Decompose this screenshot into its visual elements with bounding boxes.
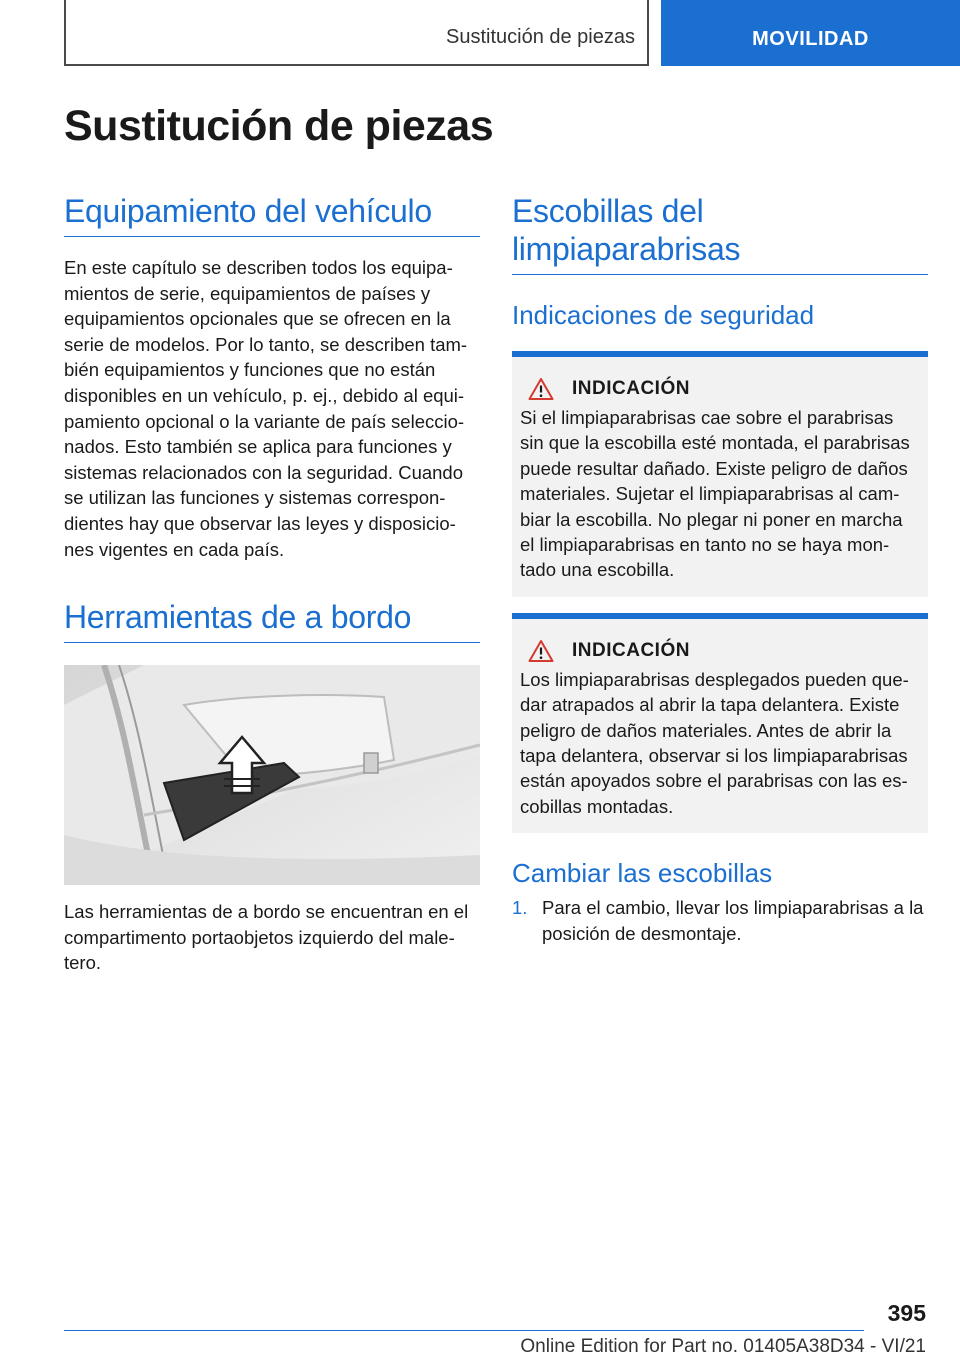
note-title: INDICACIÓN <box>572 639 690 661</box>
step-number: 1. <box>512 897 528 919</box>
header-chapter-label: MOVILIDAD <box>752 28 869 50</box>
note-header <box>520 377 918 401</box>
note-text: Si el limpiaparabrisas cae sobre el parabrisas sin que la escobilla esté montada, el parabrisas puede resultar dañado. Existe peligro de daños materiales. Sujetar el limpiaparabrisas al cam-biar la escobilla. No plegar ni poner en marcha el limpiaparabrisas en tanto no se haya mon-tado una escobilla. <box>520 407 910 581</box>
heading-escobillas: Escobillas del limpiaparabrisas <box>512 192 928 275</box>
note-text: Los limpiaparabrisas desplegados pueden que-dar atrapados al abrir la tapa delantera. Existe peligro de daños materiales. Antes de abrir la tapa delantera, observar si los limpiaparabrisas están apoyados sobre el parabrisas con las es-cobillas montadas. <box>520 668 909 817</box>
heading-seguridad: Indicaciones de seguridad <box>512 300 815 330</box>
header-section-box <box>64 0 649 66</box>
heading-cambiar: Cambiar las escobillas <box>512 858 773 889</box>
note-header <box>520 639 918 663</box>
paragraph-herramientas: Las herramientas de a bordo se encuentran en el compartimento portaobjetos izquierdo del male-tero. <box>64 901 469 974</box>
footer-divider <box>64 1330 864 1331</box>
list-item <box>512 895 928 946</box>
right-column <box>512 192 928 946</box>
step-text: Para el cambio, llevar los limpiaparabrisas a la posición de desmontaje. <box>542 897 924 944</box>
safety-note-2 <box>512 613 928 833</box>
paragraph-equipamiento: En este capítulo se describen todos los equipa-mientos de serie, equipamientos de países y equipamientos opcionales que se ofrecen en la serie de modelos. Por lo tanto, se describen tam-bién equipamientos y funciones que no están disponibles en un vehículo, p. ej., debido al equi-pamiento opcional o la variante de país seleccio-nados. Esto también se aplica para funciones y sistemas relacionados con la seguridad. Cuando se utilizan las funciones y sistemas correspon-dientes hay que observar las leyes y disposicio-nes vigentes en cada país. <box>64 257 468 560</box>
heading-equipamiento: Equipamiento del vehículo <box>64 192 480 237</box>
trunk-compartment-illustration <box>64 665 480 885</box>
warning-triangle-icon <box>528 377 554 401</box>
warning-triangle-icon <box>528 639 554 663</box>
note-title: INDICACIÓN <box>572 378 690 399</box>
heading-herramientas: Herramientas de a bordo <box>64 598 480 643</box>
safety-note-1 <box>512 351 928 597</box>
header-section-title: Sustitución de piezas <box>445 26 635 48</box>
header-chapter-tab[interactable] <box>661 0 960 66</box>
left-column <box>64 192 480 976</box>
page-title: Sustitución de piezas <box>64 102 494 150</box>
page-number: 395 <box>887 1300 926 1326</box>
footer-edition: Online Edition for Part no. 01405A38D34 - VI/21 <box>520 1336 926 1357</box>
trunk-compartment-photo <box>64 665 480 885</box>
